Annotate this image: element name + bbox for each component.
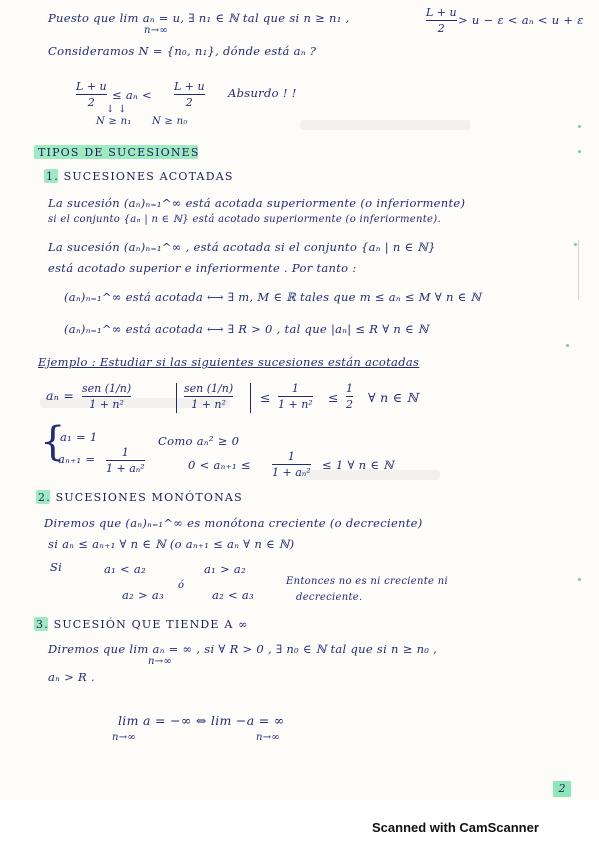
section-title: TIPOS DE SUCESIONES <box>38 146 200 159</box>
example-b-fraction-2 <box>278 382 313 411</box>
s2-case-4: a₂ < a₃ <box>212 588 254 602</box>
line-1-limit-subscript: n→∞ <box>144 25 169 36</box>
example-a-lhs: aₙ = <box>46 388 75 403</box>
system-brace: { <box>40 419 66 465</box>
line-3-fraction-2 <box>174 80 205 109</box>
fraction-denominator: 2 <box>87 96 95 109</box>
recurrence-a1: a₁ = 1 <box>60 430 98 444</box>
line-3-arrows: ↓ ↓ <box>106 104 127 115</box>
s3-limit-subscript: n→∞ <box>148 656 173 667</box>
s1-paragraph-line-1: La sucesión (aₙ)ₙ₌₁^∞ está acotada superiormente (o inferiormente) <box>48 196 466 210</box>
line-3-sub-2: N ≥ n₀ <box>152 116 188 127</box>
s3-limit-equivalence: lim a = −∞ ⇔ lim −a = ∞ <box>118 713 285 728</box>
line-2: Consideramos N = {n₀, n₁}, dónde está aₙ ? <box>48 44 317 58</box>
s1-paragraph-line-2: si el conjunto {aₙ | n ∈ ℕ} está acotado superiormente (o inferiormente). <box>48 214 441 225</box>
recurrence-como: Como aₙ² ≥ 0 <box>158 434 240 448</box>
highlighter-dot <box>574 243 577 246</box>
fraction-denominator: 1 + n² <box>89 398 124 411</box>
highlighter-dot <box>566 344 569 347</box>
fraction-numerator: 1 <box>121 446 129 459</box>
abs-bar-left <box>176 383 177 413</box>
fraction-denominator: 1 + n² <box>191 398 226 411</box>
example-b-leq-2: ≤ <box>328 390 339 405</box>
abs-bar-right <box>250 383 251 413</box>
line-1-tail: > u − ε < aₙ < u + ε <box>458 13 584 27</box>
line-1-fraction <box>426 6 457 35</box>
highlighter-dot <box>578 125 581 128</box>
line-1: Puesto que lim aₙ = u, ∃ n₁ ∈ ℕ tal que si n ≥ n₁ , <box>48 11 350 25</box>
highlighter-dot <box>578 150 581 153</box>
fraction-numerator: 1 <box>291 382 299 395</box>
line-3-note: Absurdo ! ! <box>228 86 297 100</box>
s2-case-2: a₁ > a₂ <box>204 562 246 576</box>
s2-result-1: Entonces no es ni creciente ni <box>286 576 448 587</box>
subsection-3-title: 3. SUCESIÓN QUE TIENDE A ∞ <box>36 618 249 631</box>
recurrence-inequality-fraction <box>272 450 311 479</box>
bleed-through-smudge <box>300 120 470 130</box>
s2-si: Si <box>50 560 63 574</box>
fraction-denominator: 2 <box>346 398 353 411</box>
example-b-tail: ∀ n ∈ ℕ <box>368 390 419 405</box>
fraction-numerator: L + u <box>174 80 205 93</box>
recurrence-fraction <box>106 446 145 475</box>
fraction-denominator: 1 + aₙ² <box>106 462 145 475</box>
recurrence-an: aₙ₊₁ = <box>58 452 96 466</box>
line-3-sub-1: N ≥ n₁ <box>96 116 132 127</box>
page-number: 2 <box>553 781 571 797</box>
subsection-1-title: 1. SUCESIONES ACOTADAS <box>46 170 234 183</box>
fraction-denominator: 1 + aₙ² <box>272 466 311 479</box>
s2-or: ó <box>178 580 185 591</box>
fraction-numerator: sen (1/n) <box>82 382 132 395</box>
recurrence-tail: ≤ 1 ∀ n ∈ ℕ <box>322 458 394 472</box>
s2-case-1: a₁ < a₂ <box>104 562 146 576</box>
s1-formula-1: (aₙ)ₙ₌₁^∞ está acotada ⟷ ∃ m, M ∈ ℝ tales que m ≤ aₙ ≤ M ∀ n ∈ ℕ <box>64 290 482 304</box>
example-title: Ejemplo : Estudiar si las siguientes sucesiones están acotadas <box>38 355 420 369</box>
line-3-middle: ≤ aₙ < <box>112 88 152 102</box>
fraction-numerator: L + u <box>76 80 107 93</box>
fraction-denominator: 2 <box>437 22 445 35</box>
example-b-fraction-3 <box>346 382 353 411</box>
s2-case-3: a₂ > a₃ <box>122 588 164 602</box>
s3-limit-sub-1: n→∞ <box>112 732 137 743</box>
s3-limit-sub-2: n→∞ <box>256 732 281 743</box>
fraction-numerator: 1 <box>346 382 353 395</box>
s3-paragraph-line-1: Diremos que lim aₙ = ∞ , si ∀ R > 0 , ∃ n₀ ∈ ℕ tal que si n ≥ n₀ , <box>48 642 438 656</box>
fraction-denominator: 2 <box>185 96 193 109</box>
s1-paragraph-line-3: La sucesión (aₙ)ₙ₌₁^∞ , está acotada si el conjunto {aₙ | n ∈ ℕ} <box>48 240 436 254</box>
scanner-watermark: Scanned with CamScanner <box>372 820 539 835</box>
example-b-leq-1: ≤ <box>260 390 271 405</box>
s2-paragraph-line-2: si aₙ ≤ aₙ₊₁ ∀ n ∈ ℕ (o aₙ₊₁ ≤ aₙ ∀ n ∈ ℕ) <box>48 537 295 551</box>
fraction-numerator: L + u <box>426 6 457 19</box>
recurrence-inequality: 0 < aₙ₊₁ ≤ <box>188 458 251 472</box>
fraction-denominator: 1 + n² <box>278 398 313 411</box>
example-a-fraction <box>82 382 131 411</box>
example-b-fraction <box>184 382 233 411</box>
s1-formula-2: (aₙ)ₙ₌₁^∞ está acotada ⟷ ∃ R > 0 , tal que |aₙ| ≤ R ∀ n ∈ ℕ <box>64 322 429 336</box>
highlighter-dot <box>578 578 581 581</box>
s2-paragraph-line-1: Diremos que (aₙ)ₙ₌₁^∞ es monótona creciente (o decreciente) <box>44 516 423 530</box>
page-edge-line <box>578 240 579 300</box>
fraction-numerator: 1 <box>287 450 295 463</box>
s2-result-2: decreciente. <box>296 592 363 603</box>
s3-paragraph-line-2: aₙ > R . <box>48 670 95 684</box>
fraction-numerator: sen (1/n) <box>184 382 234 395</box>
s1-paragraph-line-4: está acotado superior e inferiormente . Por tanto : <box>48 261 357 275</box>
subsection-2-title: 2. SUCESIONES MONÓTONAS <box>38 491 243 504</box>
line-3-fraction-1 <box>76 80 107 109</box>
